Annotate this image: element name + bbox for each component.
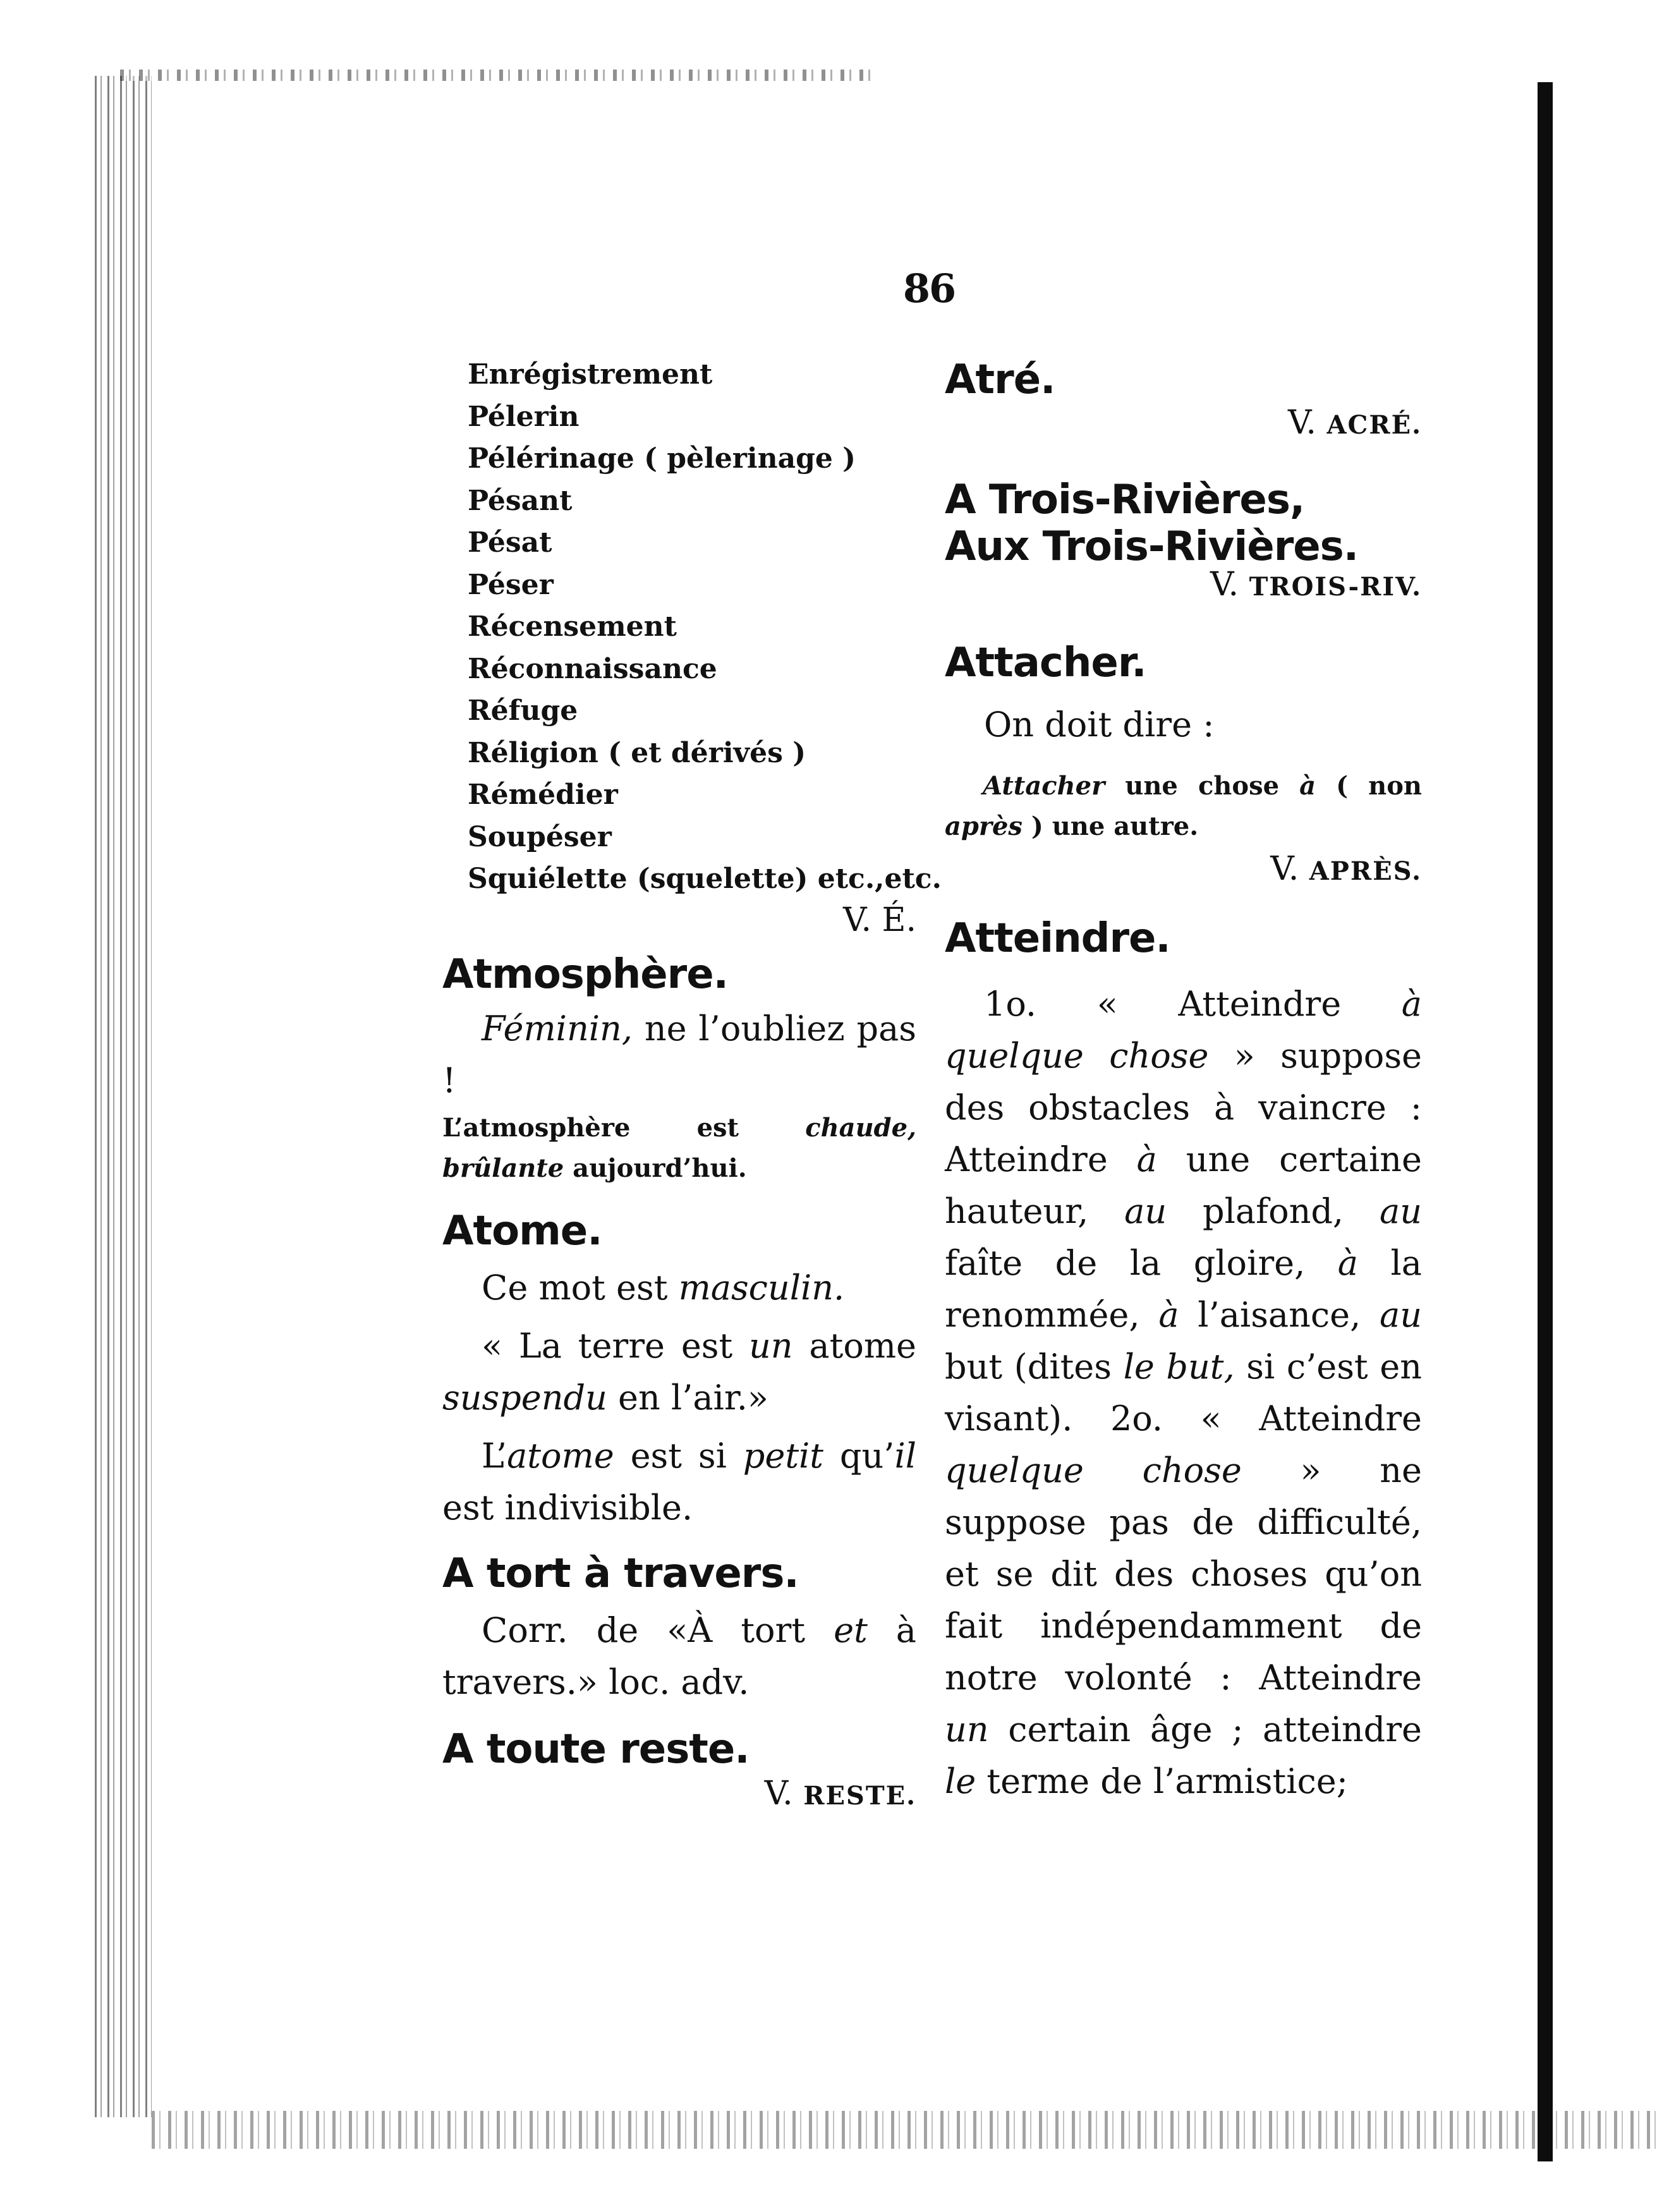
italic-text: à xyxy=(1136,1139,1157,1179)
entry-atmosphere-headword: Atmosphère. xyxy=(442,951,728,998)
text: une certaine hauteur, xyxy=(945,1139,1422,1231)
text: qu’ xyxy=(823,1435,895,1476)
scan-edge-right xyxy=(1538,82,1553,2161)
italic-text: masculin. xyxy=(678,1267,845,1308)
list-item: Péser xyxy=(468,568,554,601)
entry-a-tort-text xyxy=(442,1605,916,1708)
text: l’aisance, xyxy=(1179,1295,1380,1335)
text: Corr. de «À tort xyxy=(482,1610,834,1650)
italic-text: au xyxy=(1380,1191,1422,1231)
text: 1o. « Atteindre xyxy=(984,984,1402,1024)
entry-atmosphere-note xyxy=(442,1003,916,1107)
list-item: Rémédier xyxy=(468,779,618,811)
scan-edge-left xyxy=(95,76,152,2117)
italic-text: il xyxy=(894,1435,916,1476)
italic-text: au xyxy=(1124,1191,1167,1231)
reference-word: RESTE. xyxy=(803,1780,916,1811)
entry-atome-line xyxy=(442,1262,916,1314)
entry-atmosphere-example xyxy=(442,1108,916,1189)
list-item: Enrégistrement xyxy=(468,358,713,391)
entry-atome-quote xyxy=(442,1320,916,1424)
italic-text: après xyxy=(945,811,1023,841)
text: aujourd’hui. xyxy=(564,1153,747,1183)
list-item: Récensement xyxy=(468,611,677,643)
word-list xyxy=(442,354,942,901)
text: V. xyxy=(1210,566,1249,604)
entry-atre-headword: Atré. xyxy=(945,356,1055,403)
word-list-reference: V. É. xyxy=(842,901,916,939)
entry-atome-headword: Atome. xyxy=(442,1207,602,1255)
scan-edge-bottom xyxy=(152,2111,1656,2149)
italic-text: atome xyxy=(507,1435,614,1476)
italic-text: un xyxy=(749,1325,793,1366)
list-item: Réligion ( et dérivés ) xyxy=(468,736,806,769)
text: V. xyxy=(764,1774,804,1813)
text: la renommée, xyxy=(945,1243,1422,1335)
text: » suppose des obstacles à vaincre : Atteindre xyxy=(945,1036,1422,1179)
text: V. xyxy=(1270,850,1309,888)
left-column xyxy=(442,354,942,1818)
page-number: 86 xyxy=(902,265,956,312)
text: Ce mot est xyxy=(482,1267,679,1308)
italic-text: quelque chose xyxy=(945,1450,1242,1490)
text: V. xyxy=(1287,404,1327,442)
text: est si xyxy=(614,1435,743,1476)
list-item: Pélérinage ( pèlerinage ) xyxy=(468,442,856,475)
reference-word: ACRÉ. xyxy=(1326,410,1422,440)
entry-attacher-headword: Attacher. xyxy=(945,640,1146,686)
entry-trois-rivieres-headword: A Trois-Rivières, xyxy=(945,477,1305,523)
italic-text: à xyxy=(1299,771,1316,801)
text: L’ xyxy=(482,1435,507,1476)
text: » ne suppose pas de difficulté, et se dit des choses qu’on fait indépendamment de notre volonté : Atteindre xyxy=(945,1450,1422,1698)
italic-text: Féminin, xyxy=(482,1008,633,1048)
italic-text: au xyxy=(1380,1295,1423,1335)
list-item: Squiélette (squelette) etc.,etc. xyxy=(468,863,942,895)
entry-attacher-example xyxy=(945,766,1422,847)
entry-atome-explanation xyxy=(442,1430,916,1534)
list-item: Réconnaissance xyxy=(468,652,717,685)
text: faîte de la gloire, xyxy=(945,1243,1338,1283)
italic-text: chaude, xyxy=(805,1112,916,1143)
text: une chose xyxy=(1105,771,1300,801)
reference-word: APRÈS. xyxy=(1309,856,1422,886)
list-item: Réfuge xyxy=(468,695,578,727)
list-item: Pélerin xyxy=(468,400,580,433)
entry-a-toute-headword: A toute reste. xyxy=(442,1725,750,1773)
italic-text: petit xyxy=(743,1435,823,1476)
reference-word: TROIS-RIV. xyxy=(1249,572,1422,602)
italic-text: brûlante xyxy=(442,1153,564,1183)
italic-text: à quelque chose xyxy=(945,984,1422,1076)
right-column xyxy=(945,354,1422,1808)
text: « La terre est xyxy=(482,1325,750,1366)
list-item: Pésant xyxy=(468,484,573,517)
list-item: Soupéser xyxy=(468,820,612,853)
italic-text: à xyxy=(1158,1295,1179,1335)
text: ( non xyxy=(1316,771,1423,801)
entry-a-tort-headword: A tort à travers. xyxy=(442,1550,799,1597)
entry-atteindre-headword: Atteindre. xyxy=(945,915,1170,962)
italic-text: le xyxy=(945,1761,976,1801)
italic-text: et xyxy=(834,1610,868,1650)
entry-attacher-reference xyxy=(945,847,1422,894)
entry-a-toute-reference xyxy=(442,1771,916,1818)
italic-text: suspendu xyxy=(442,1377,607,1418)
italic-text: un xyxy=(945,1710,989,1749)
entry-trois-rivieres-headword: Aux Trois-Rivières. xyxy=(945,523,1359,570)
text: certain âge ; atteindre xyxy=(988,1710,1422,1749)
entry-atteindre-body xyxy=(945,978,1422,1808)
italic-text: à xyxy=(1337,1243,1358,1283)
text: en l’air.» xyxy=(607,1377,768,1418)
text: atome xyxy=(792,1325,916,1366)
text: ne l’oubliez pas ! xyxy=(442,1008,916,1100)
entry-atre-reference xyxy=(945,401,1422,447)
text: terme de l’armistice; xyxy=(976,1761,1348,1801)
entry-attacher-intro: On doit dire : xyxy=(984,705,1215,744)
scan-edge-top xyxy=(120,70,878,81)
italic-text: le but, xyxy=(1123,1347,1235,1387)
list-item: Pésat xyxy=(468,526,552,559)
text: but (dites xyxy=(945,1347,1124,1387)
text: à travers.» loc. adv. xyxy=(442,1610,917,1702)
text: si c’est en visant). 2o. « Atteindre xyxy=(945,1347,1422,1438)
text: ) une autre. xyxy=(1022,811,1199,841)
italic-text: Attacher xyxy=(983,771,1105,801)
text: plafond, xyxy=(1167,1191,1380,1231)
text: L’atmosphère est xyxy=(442,1112,806,1143)
text: est indivisible. xyxy=(442,1487,693,1528)
